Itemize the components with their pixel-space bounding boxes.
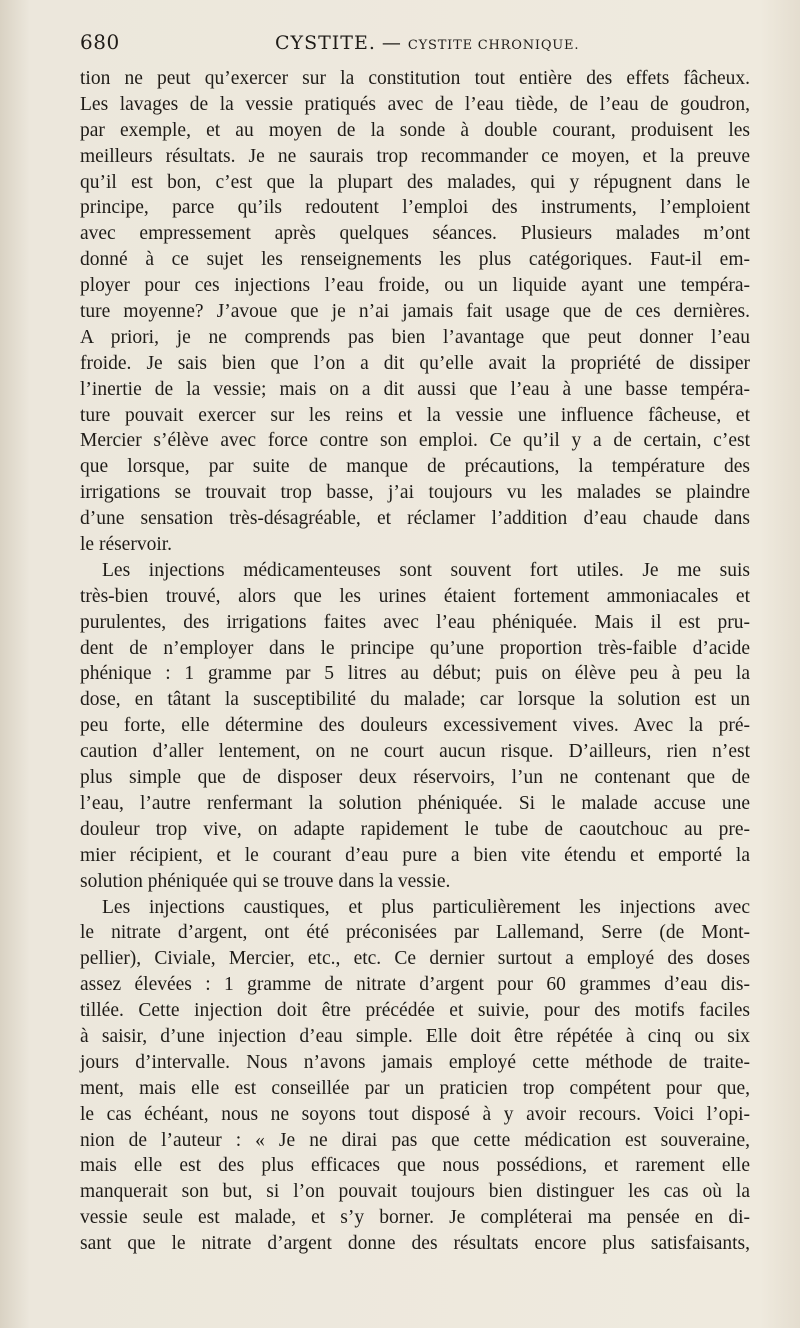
page-number: 680 (80, 30, 120, 54)
text-line: l’eau, l’autre renfermant la solution phéniquée. Si le malade accuse une (80, 792, 750, 814)
text-line: donné à ce sujet les renseignements les plus catégoriques. Faut-il em- (80, 249, 750, 271)
body-text (80, 66, 750, 1257)
text-line: meilleurs résultats. Je ne saurais trop recommander ce moyen, et la preuve (80, 145, 750, 167)
paragraph-1 (80, 66, 750, 558)
text-line: mais elle est des plus efficaces que nous possédions, et rarement elle (80, 1155, 750, 1177)
title-separator: — (381, 32, 402, 54)
text-line: caution d’aller lentement, on ne court aucun risque. D’ailleurs, rien n’est (80, 741, 750, 763)
text-line: assez élevées : 1 gramme de nitrate d’argent pour 60 grammes d’eau dis- (80, 974, 750, 996)
text-line: froide. Je sais bien que l’on a dit qu’elle avait la propriété de dissiper (80, 352, 750, 374)
text-line: douleur trop vive, on adapte rapidement le tube de caoutchouc au pre- (80, 818, 750, 840)
text-line: tion ne peut qu’exercer sur la constitution tout entière des effets fâcheux. (80, 68, 750, 89)
text-line: sant que le nitrate d’argent donne des résultats encore plus satisfaisants, (80, 1233, 750, 1255)
text-line: très-bien trouvé, alors que les urines étaient fortement ammoniacales et (80, 585, 750, 607)
text-line: peu forte, elle détermine des douleurs excessivement vives. Avec la pré- (80, 715, 750, 737)
chapter-title: CYSTITE. (275, 32, 376, 54)
text-line: phénique : 1 gramme par 5 litres au début; puis on élève peu à peu la (80, 663, 750, 685)
text-line: Les injections médicamenteuses sont souvent fort utiles. Je me suis (102, 559, 750, 581)
text-line: le réservoir. (80, 534, 173, 556)
text-line: Mercier s’élève avec force contre son emploi. Ce qu’il y a de certain, c’est (80, 430, 750, 452)
text-line: Les lavages de la vessie pratiqués avec de l’eau tiède, de l’eau de goudron, (80, 93, 750, 115)
text-line: qu’il est bon, c’est que la plupart des malades, qui y répugnent dans le (80, 171, 750, 193)
text-line: vessie seule est malade, et s’y borner. Je compléterai ma pensée en di- (80, 1207, 750, 1229)
paragraph-3 (80, 895, 750, 1257)
text-line: par exemple, et au moyen de la sonde à double courant, produisent les (80, 119, 750, 141)
text-line: ture pouvait exercer sur les reins et la vessie une influence fâcheuse, et (80, 404, 750, 426)
text-line: purulentes, des irrigations faites avec l’eau phéniquée. Mais il est pru- (80, 611, 750, 633)
running-header (80, 30, 760, 64)
text-line: d’une sensation très-désagréable, et réclamer l’addition d’eau chaude dans (80, 508, 750, 530)
text-line: solution phéniquée qui se trouve dans la vessie. (80, 870, 451, 892)
text-line: jours d’intervalle. Nous n’avons jamais employé cette méthode de traite- (80, 1051, 750, 1073)
text-line: dent de n’employer dans le principe qu’une proportion très-faible d’acide (80, 637, 750, 659)
text-line: avec empressement après quelques séances. Plusieurs malades m’ont (80, 223, 750, 245)
text-line: le cas échéant, nous ne soyons tout disposé à y avoir recours. Voici l’opi- (80, 1103, 750, 1125)
text-line: ture moyenne? J’avoue que je n’ai jamais fait usage que de ces dernières. (80, 301, 750, 323)
text-line: à saisir, d’une injection d’eau simple. Elle doit être répétée à cinq ou six (80, 1025, 750, 1047)
text-line: Les injections caustiques, et plus particulièrement les injections avec (102, 896, 750, 918)
text-line: tillée. Cette injection doit être précédée et suivie, pour des motifs faciles (80, 1000, 750, 1022)
text-line: le nitrate d’argent, ont été préconisées par Lallemand, Serre (de Mont- (80, 922, 750, 944)
running-title (275, 32, 579, 54)
text-line: A priori, je ne comprends pas bien l’avantage que peut donner l’eau (80, 326, 750, 348)
text-line: principe, parce qu’ils redoutent l’emploi des instruments, l’emploient (80, 197, 750, 219)
text-line: pellier), Civiale, Mercier, etc., etc. Ce dernier surtout a employé des doses (80, 948, 750, 970)
text-line: l’inertie de la vessie; mais on a dit aussi que l’eau à une basse tempéra- (80, 378, 750, 400)
text-line: nion de l’auteur : « Je ne dirai pas que cette médication est souveraine, (80, 1129, 750, 1151)
section-title: CYSTITE CHRONIQUE. (407, 38, 580, 53)
paragraph-2 (80, 558, 750, 895)
text-line: mier récipient, et le courant d’eau pure a bien vite étendu et emporté la (80, 844, 750, 866)
text-line: que lorsque, par suite de manque de précautions, la température des (80, 456, 750, 478)
text-line: irrigations se trouvait trop basse, j’ai toujours vu les malades se plaindre (80, 482, 750, 504)
text-line: plus simple que de disposer deux réservoirs, l’un ne contenant que de (80, 767, 750, 789)
text-line: ployer pour ces injections l’eau froide, ou un liquide ayant une tempéra- (80, 275, 750, 297)
text-line: dose, en tâtant la susceptibilité du malade; car lorsque la solution est un (80, 689, 750, 711)
text-line: ment, mais elle est conseillée par un praticien trop compétent pour que, (80, 1077, 750, 1099)
text-line: manquerait son but, si l’on pouvait toujours bien distinguer les cas où la (80, 1181, 750, 1203)
